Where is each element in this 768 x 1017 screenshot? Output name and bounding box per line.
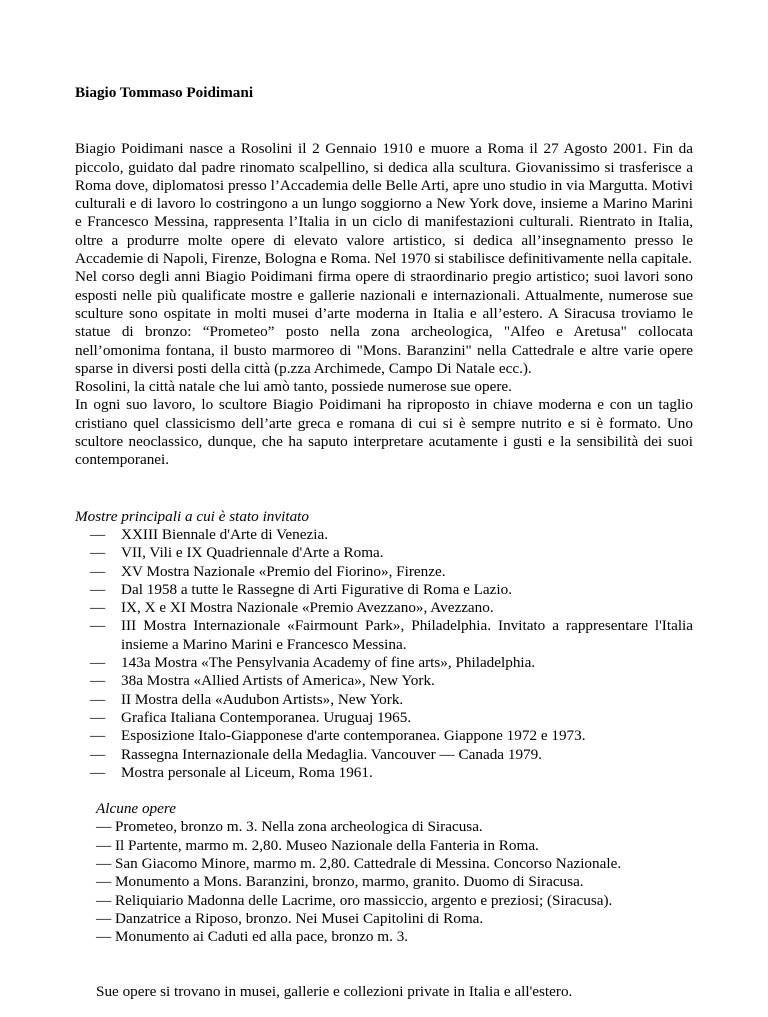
list-item-text: VII, Vili e IX Quadriennale d'Arte a Roma. [121,544,384,562]
dash-bullet: — [90,763,106,781]
dash-bullet: — [90,544,106,562]
list-item-text: II Mostra della «Audubon Artists», New York. [121,690,404,708]
list-item-text: Esposizione Italo-Giapponese d'arte contemporanea. Giappone 1972 e 1973. [121,727,586,745]
list-item [75,544,693,562]
list-item [75,727,693,745]
works-heading: Alcune opere [96,800,176,818]
list-item: — Reliquiario Madonna delle Lacrime, oro massiccio, argento e preziosi; (Siracusa). [96,891,613,909]
list-item: — Danzatrice a Riposo, bronzo. Nei Musei Capitolini di Roma. [96,909,484,927]
works-list [96,818,693,946]
list-item-text: Grafica Italiana Contemporanea. Uruguaj 1965. [121,708,412,726]
dash-bullet: — [90,654,106,672]
list-item [75,599,693,617]
document-content [75,84,693,1017]
dash-bullet: — [90,599,106,617]
exhibitions-list [75,526,693,782]
bio-paragraph: Rosolini, la città natale che lui amò tanto, possiede numerose sue opere. [75,378,512,396]
list-item: — Il Partente, marmo m. 2,80. Museo Nazionale della Fanteria in Roma. [96,836,539,854]
list-item [75,764,693,782]
list-item-text: XV Mostra Nazionale «Premio del Fiorino», Firenze. [121,562,446,580]
dash-bullet: — [90,727,106,745]
dash-bullet: — [90,562,106,580]
list-item [75,746,693,764]
list-item-text: Mostra personale al Liceum, Roma 1961. [121,763,373,781]
dash-bullet: — [90,617,106,635]
list-item: — Monumento ai Caduti ed alla pace, bronzo m. 3. [96,928,409,946]
list-item [75,617,693,654]
list-item-text: 143a Mostra «The Pensylvania Academy of fine arts», Philadelphia. [121,654,536,672]
biography-section [75,140,693,469]
list-item [75,581,693,599]
list-item [75,709,693,727]
bio-paragraph: In ogni suo lavoro, lo scultore Biagio Poidimani ha riproposto in chiave moderna e con un taglio cristiano quel classicismo dell’arte greca e romana di cui si è sempre nutrito e si è formato. Uno scultore neoclassico, dunque, che ha saputo interpretare acutamente i gusti e la sensibilità dei suoi contemporanei. [75,396,693,469]
closing-note: Sue opere si trovano in musei, gallerie e collezioni private in Italia e all'estero. [96,983,573,1001]
list-item [75,654,693,672]
document-title: Biagio Tommaso Poidimani [75,84,254,101]
list-item: — San Giacomo Minore, marmo m. 2,80. Cattedrale di Messina. Concorso Nazionale. [96,854,622,872]
list-item-text: 38a Mostra «Allied Artists of America», New York. [121,672,435,690]
dash-bullet: — [90,672,106,690]
list-item [75,526,693,544]
list-item-text: III Mostra Internazionale «Fairmount Park», Philadelphia. Invitato a rappresentare l'Italia insieme a Marino Marini e Francesco Messina. [121,617,693,653]
list-item: — Monumento a Mons. Baranzini, bronzo, marmo, granito. Duomo di Siracusa. [96,873,584,891]
bio-paragraph: Biagio Poidimani nasce a Rosolini il 2 Gennaio 1910 e muore a Roma il 27 Agosto 2001. Fin da piccolo, guidato dal padre rinomato scalpellino, si dedica alla scultura. Giovanissimo si trasferisce a Roma dove, diplomatosi presso l’Accademia delle Belle Arti, apre uno studio in via Margutta. Motivi culturali e di lavoro lo costringono a un lungo soggiorno a New York dove, insieme a Marino Marini e Francesco Messina, rappresenta l’Italia in un ciclo di manifestazioni culturali. Rientrato in Italia, oltre a produrre molte opere di elevato valore artistico, si dedica all’insegnamento presso le Accademie di Napoli, Firenze, Bologna e Roma. Nel 1970 si stabilisce definitivamente nella capitale. [75,140,693,268]
list-item-text: Dal 1958 a tutte le Rassegne di Arti Figurative di Roma e Lazio. [121,580,512,598]
list-item [75,672,693,690]
list-item-text: XXIII Biennale d'Arte di Venezia. [121,525,328,543]
list-item [75,691,693,709]
dash-bullet: — [90,708,106,726]
exhibitions-heading: Mostre principali a cui è stato invitato [75,507,309,525]
list-item-text: Rassegna Internazionale della Medaglia. Vancouver — Canada 1979. [121,745,543,763]
dash-bullet: — [90,690,106,708]
dash-bullet: — [90,580,106,598]
list-item [75,563,693,581]
dash-bullet: — [90,745,106,763]
list-item: — Prometeo, bronzo m. 3. Nella zona archeologica di Siracusa. [96,818,483,836]
list-item-text: IX, X e XI Mostra Nazionale «Premio Avezzano», Avezzano. [121,599,494,617]
exhibitions-section [75,508,693,782]
bio-paragraph: Nel corso degli anni Biagio Poidimani firma opere di straordinario pregio artistico; suoi lavori sono esposti nelle più qualificate mostre e gallerie nazionali e internazionali. Attualmente, numerose sue sculture sono ospitate in molti musei d’arte moderna in Italia e all’estero. A Siracusa troviamo le statue di bronzo: “Prometeo” posto nella zona archeologica, "Alfeo e Aretusa" collocata nell’omonima fontana, il busto marmoreo di "Mons. Baranzini" nella Cattedrale e altre varie opere sparse in diversi posti della città (p.zza Archimede, Campo Di Natale ecc.). [75,268,693,377]
works-section [96,800,693,1002]
dash-bullet: — [90,525,106,543]
